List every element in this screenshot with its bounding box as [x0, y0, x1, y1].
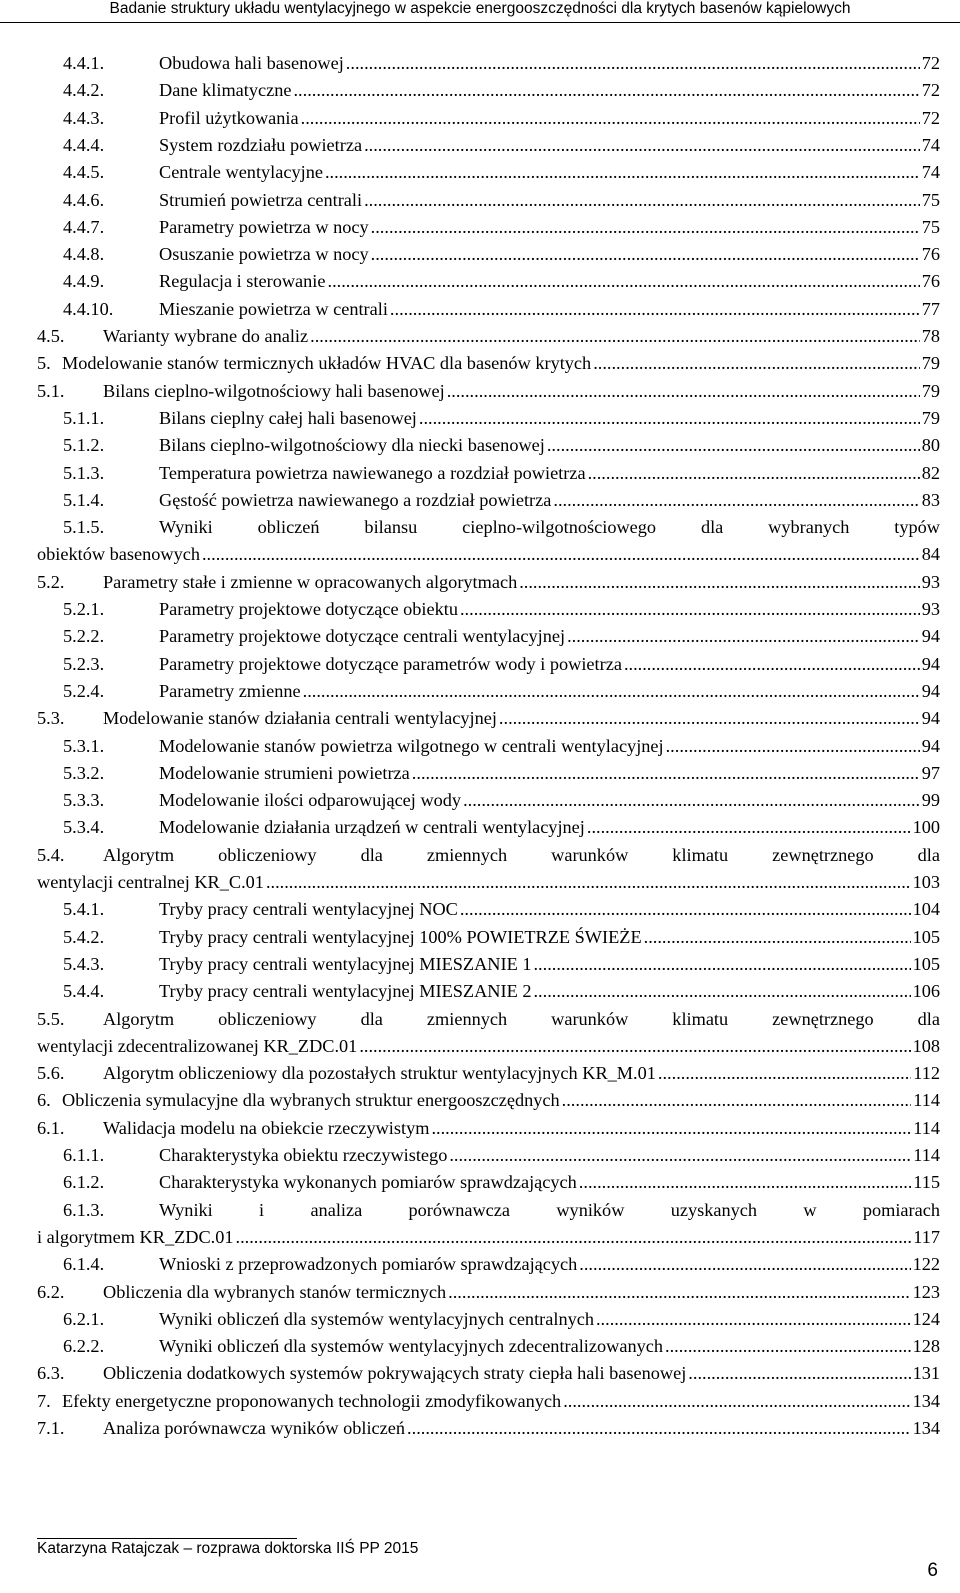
toc-page-number: 94	[921, 680, 940, 701]
toc-number: 6.2.1.	[63, 1308, 105, 1329]
toc-title: Obliczenia dodatkowych systemów pokrywających straty ciepła hali basenowej	[103, 1363, 687, 1384]
toc-entry[interactable]	[37, 1249, 940, 1276]
toc-entry[interactable]	[37, 1277, 940, 1304]
toc-title: Strumień powietrza centrali	[159, 189, 363, 210]
toc-number: 6.1.3.	[63, 1199, 105, 1220]
toc-page-number: 99	[921, 790, 940, 811]
toc-leader-dots	[448, 1277, 910, 1307]
toc-leader-dots	[412, 758, 920, 788]
toc-entry[interactable]	[37, 758, 940, 785]
toc-leader-dots	[419, 403, 920, 433]
toc-leader-dots	[519, 567, 920, 597]
toc-page-number: 93	[921, 599, 940, 619]
toc-entry[interactable]	[37, 294, 940, 321]
toc-title: Charakterystyka wykonanych pomiarów sprawdzających	[159, 1172, 577, 1193]
toc-leader-dots	[567, 621, 920, 651]
toc-entry[interactable]	[37, 212, 940, 239]
toc-page-number: 94	[921, 626, 940, 647]
toc-entry[interactable]	[37, 812, 940, 839]
toc-leader-dots	[202, 539, 920, 569]
toc-entry[interactable]	[37, 266, 940, 293]
toc-page-number: 94	[921, 653, 940, 674]
toc-number: 5.1.1.	[63, 407, 105, 428]
toc-entry[interactable]	[37, 1304, 940, 1331]
toc-title: Wyniki obliczeń dla systemów wentylacyjnych zdecentralizowanych	[159, 1336, 663, 1357]
toc-entry[interactable]	[37, 130, 940, 157]
toc-title: Wyniki obliczeń dla systemów wentylacyjnych centralnych	[159, 1308, 594, 1329]
toc-entry[interactable]	[37, 48, 940, 75]
toc-title: Parametry projektowe dotyczące obiektu	[159, 599, 458, 619]
toc-number: 5.3.1.	[63, 735, 105, 756]
toc-entry[interactable]	[37, 348, 940, 375]
toc-entry[interactable]	[37, 840, 940, 895]
toc-leader-dots	[460, 894, 911, 924]
toc-page-number: 114	[913, 1145, 940, 1165]
toc-leader-dots	[301, 103, 920, 133]
toc-page-number: 123	[912, 1281, 940, 1302]
footer-rule	[37, 1538, 297, 1539]
toc-title: Osuszanie powietrza w nocy	[159, 244, 369, 265]
toc-page-number: 134	[912, 1418, 940, 1438]
toc-page-number: 100	[912, 817, 940, 838]
toc-title: Centrale wentylacyjne	[159, 162, 323, 183]
toc-page-number: 77	[921, 298, 940, 319]
toc-entry[interactable]	[37, 1413, 940, 1440]
toc-entry[interactable]	[37, 949, 940, 976]
toc-leader-dots	[547, 430, 920, 460]
toc-number: 5.3.4.	[63, 817, 105, 838]
toc-leader-dots	[460, 594, 920, 624]
toc-title: Obliczenia symulacyjne dla wybranych struktur energooszczędnych	[62, 1090, 560, 1111]
toc-page-number: 82	[921, 462, 940, 483]
toc-number: 5.4.3.	[63, 953, 105, 974]
toc-leader-dots	[596, 1304, 911, 1334]
toc-number: 4.4.3.	[63, 107, 105, 128]
toc-leader-dots	[666, 731, 920, 761]
toc-title: Algorytm obliczeniowy dla pozostałych struktur wentylacyjnych KR_M.01	[103, 1063, 656, 1084]
toc-leader-dots	[579, 1167, 911, 1197]
toc-title: System rozdziału powietrza	[159, 134, 363, 155]
toc-page-number: 72	[921, 53, 940, 73]
toc-leader-dots	[665, 1331, 911, 1361]
toc-page-number: 84	[921, 544, 940, 565]
toc-entry[interactable]	[37, 621, 940, 648]
toc-page-number: 97	[921, 762, 940, 783]
toc-page-number: 79	[921, 407, 940, 428]
toc-title: Profil użytkowania	[159, 107, 299, 128]
toc-title-continued: wentylacji centralnej KR_C.01	[37, 871, 264, 892]
toc-title: Tryby pracy centrali wentylacyjnej 100% POWIETRZE ŚWIEŻE	[159, 926, 642, 947]
toc-number: 5.4.	[37, 844, 65, 865]
toc-number: 6.1.1.	[63, 1145, 105, 1165]
toc-title: Algorytm obliczeniowy dla zmiennych warunków klimatu zewnętrznego dla	[103, 1008, 940, 1029]
toc-entry[interactable]	[37, 922, 940, 949]
toc-number: 5.4.2.	[63, 926, 105, 947]
toc-entry[interactable]	[37, 185, 940, 212]
toc-number: 5.4.1.	[63, 899, 105, 920]
toc-number: 5.2.1.	[63, 599, 105, 619]
toc-title: Analiza porównawcza wyników obliczeń	[103, 1418, 406, 1438]
toc-leader-dots	[593, 348, 920, 378]
toc-number: 5.3.	[37, 708, 65, 729]
toc-title: Modelowanie ilości odparowującej wody	[159, 790, 462, 811]
toc-number: 6.2.	[37, 1281, 65, 1302]
toc-leader-dots	[325, 157, 920, 187]
toc-page-number: 106	[912, 981, 940, 1002]
toc-number: 4.4.4.	[63, 134, 105, 155]
toc-leader-dots	[328, 266, 920, 296]
toc-title: Parametry projektowe dotyczące centrali wentylacyjnej	[159, 626, 566, 647]
toc-page-number: 105	[912, 953, 940, 974]
toc-page-number: 104	[912, 899, 940, 920]
toc-leader-dots	[688, 1358, 910, 1388]
toc-leader-dots	[236, 1222, 912, 1252]
toc-page-number: 114	[913, 1090, 940, 1111]
toc-page-number: 114	[913, 1117, 940, 1138]
toc-title: Modelowanie działania urządzeń w centrali wentylacyjnej	[159, 817, 585, 838]
toc-page-number: 93	[921, 571, 940, 592]
toc-entry[interactable]	[37, 239, 940, 266]
toc-leader-dots	[563, 1386, 910, 1416]
toc-leader-dots	[624, 649, 920, 679]
toc-title-continued: wentylacji zdecentralizowanej KR_ZDC.01	[37, 1035, 358, 1056]
toc-number: 6.	[37, 1090, 51, 1111]
toc-page-number: 94	[921, 708, 940, 729]
toc-page-number: 94	[921, 735, 940, 756]
toc-entry[interactable]	[37, 1004, 940, 1059]
toc-number: 4.4.9.	[63, 271, 105, 292]
toc-title: Wnioski z przeprowadzonych pomiarów sprawdzających	[159, 1254, 578, 1275]
toc-number: 6.3.	[37, 1363, 65, 1384]
toc-page-number: 105	[912, 926, 940, 947]
toc-page-number: 72	[921, 107, 940, 128]
toc-leader-dots	[346, 48, 920, 78]
toc-title-continued: i algorytmem KR_ZDC.01	[37, 1226, 234, 1247]
page-number: 6	[927, 1560, 938, 1581]
toc-title: Modelowanie strumieni powietrza	[159, 762, 410, 783]
toc-entry[interactable]	[37, 594, 940, 621]
toc-leader-dots	[407, 1413, 911, 1443]
toc-entry[interactable]	[37, 1058, 940, 1085]
toc-number: 7.	[37, 1390, 51, 1411]
toc-number: 6.1.2.	[63, 1172, 105, 1193]
toc-leader-dots	[447, 376, 920, 406]
toc-page-number: 117	[913, 1226, 940, 1247]
toc-leader-dots	[553, 485, 919, 515]
toc-number: 5.2.3.	[63, 653, 105, 674]
toc-entry[interactable]	[37, 430, 940, 457]
toc-entry[interactable]	[37, 1358, 940, 1385]
toc-leader-dots	[463, 785, 920, 815]
toc-entry[interactable]	[37, 512, 940, 567]
toc-number: 5.1.5.	[63, 517, 105, 538]
toc-leader-dots	[499, 703, 920, 733]
toc-number: 5.2.2.	[63, 626, 105, 647]
toc-leader-dots	[371, 239, 920, 269]
toc-page-number: 75	[921, 189, 940, 210]
toc-entry[interactable]	[37, 1140, 940, 1167]
toc-page-number: 122	[912, 1254, 940, 1275]
toc-leader-dots	[303, 676, 920, 706]
toc-leader-dots	[449, 1140, 911, 1170]
toc-leader-dots	[562, 1085, 912, 1115]
toc-title: Bilans cieplno-wilgotnościowy dla niecki basenowej	[159, 435, 545, 456]
toc-number: 4.4.5.	[63, 162, 105, 183]
toc-title: Tryby pracy centrali wentylacyjnej MIESZANIE 2	[159, 981, 532, 1002]
toc-title: Regulacja i sterowanie	[159, 271, 326, 292]
toc-page-number: 128	[912, 1336, 940, 1357]
toc-title: Gęstość powietrza nawiewanego a rozdział powietrza	[159, 489, 552, 510]
toc-entry[interactable]	[37, 1386, 940, 1413]
toc-page-number: 79	[921, 380, 940, 401]
toc-page-number: 74	[921, 162, 940, 183]
toc-title: Warianty wybrane do analiz	[103, 326, 309, 346]
toc-entry[interactable]	[37, 676, 940, 703]
toc-title: Obliczenia dla wybranych stanów termicznych	[103, 1281, 447, 1302]
toc-entry[interactable]	[37, 321, 940, 348]
toc-number: 5.1.3.	[63, 462, 105, 483]
toc-number: 5.4.4.	[63, 981, 105, 1002]
toc-number: 6.1.	[37, 1117, 65, 1138]
toc-page-number: 78	[921, 326, 940, 346]
toc-title: Charakterystyka obiektu rzeczywistego	[159, 1145, 448, 1165]
toc-number: 5.1.2.	[63, 435, 105, 456]
toc-entry[interactable]	[37, 1195, 940, 1250]
toc-number: 4.4.7.	[63, 216, 105, 237]
toc-leader-dots	[364, 185, 920, 215]
toc-entry[interactable]	[37, 976, 940, 1003]
toc-page-number: 134	[912, 1390, 940, 1411]
toc-leader-dots	[359, 1031, 910, 1061]
toc-entry[interactable]	[37, 649, 940, 676]
toc-page-number: 76	[921, 244, 940, 265]
toc-entry[interactable]	[37, 75, 940, 102]
toc-page-number: 131	[912, 1363, 940, 1384]
toc-number: 5.5.	[37, 1008, 65, 1029]
toc-entry[interactable]	[37, 703, 940, 730]
toc-title: Dane klimatyczne	[159, 80, 292, 101]
toc-page-number: 74	[921, 134, 940, 155]
toc-entry[interactable]	[37, 376, 940, 403]
toc-title: Parametry projektowe dotyczące parametrów wody i powietrza	[159, 653, 622, 674]
toc-entry[interactable]	[37, 731, 940, 758]
toc-number: 4.5.	[37, 326, 65, 346]
toc-page-number: 103	[912, 871, 940, 892]
toc-number: 6.2.2.	[63, 1336, 105, 1357]
toc-number: 4.4.8.	[63, 244, 105, 265]
toc-page-number: 76	[921, 271, 940, 292]
toc-leader-dots	[587, 812, 911, 842]
toc-title: Temperatura powietrza nawiewanego a rozdział powietrza	[159, 462, 586, 483]
toc-title: Algorytm obliczeniowy dla zmiennych warunków klimatu zewnętrznego dla	[103, 844, 940, 865]
toc-leader-dots	[310, 321, 920, 351]
toc-title: Bilans cieplno-wilgotnościowy hali basenowej	[103, 380, 445, 401]
toc-title: Obudowa hali basenowej	[159, 53, 344, 73]
toc-title: Efekty energetyczne proponowanych technologii zmodyfikowanych	[62, 1390, 562, 1411]
toc-title: Tryby pracy centrali wentylacyjnej NOC	[159, 899, 458, 920]
toc-page-number: 83	[921, 489, 940, 510]
footer-author: Katarzyna Ratajczak – rozprawa doktorska IIŚ PP 2015	[37, 1540, 419, 1557]
running-header	[0, 0, 960, 36]
toc-entry[interactable]	[37, 1167, 940, 1194]
toc-title-continued: obiektów basenowych	[37, 544, 200, 565]
toc-number: 5.2.4.	[63, 680, 105, 701]
toc-title: Bilans cieplny całej hali basenowej	[159, 407, 417, 428]
toc-number: 4.4.1.	[63, 53, 105, 73]
toc-entry[interactable]	[37, 485, 940, 512]
toc-leader-dots	[579, 1249, 910, 1279]
toc-title: Modelowanie stanów działania centrali wentylacyjnej	[103, 708, 497, 729]
header-title: Badanie struktury układu wentylacyjnego w aspekcie energooszczędności dla krytych basenów kąpielowych	[109, 0, 851, 17]
toc-page-number: 79	[921, 353, 940, 374]
toc-number: 5.6.	[37, 1063, 65, 1084]
toc-number: 7.1.	[37, 1418, 65, 1438]
toc-title: Wyniki i analiza porównawcza wyników uzyskanych w pomiarach	[159, 1199, 940, 1220]
toc-entry[interactable]	[37, 567, 940, 594]
toc-leader-dots	[533, 976, 910, 1006]
toc-number: 4.4.2.	[63, 80, 105, 101]
toc-leader-dots	[431, 1113, 911, 1143]
toc-number: 4.4.10.	[63, 298, 114, 319]
toc-leader-dots	[658, 1058, 911, 1088]
toc-leader-dots	[644, 922, 911, 952]
toc-entry[interactable]	[37, 785, 940, 812]
toc-title: Mieszanie powietrza w centrali	[159, 298, 388, 319]
toc-page-number: 75	[921, 216, 940, 237]
toc-title: Parametry zmienne	[159, 680, 301, 701]
toc-number: 5.1.4.	[63, 489, 105, 510]
toc-leader-dots	[588, 458, 920, 488]
toc-leader-dots	[293, 75, 919, 105]
toc-entry[interactable]	[37, 894, 940, 921]
toc-title: Modelowanie stanów powietrza wilgotnego w centrali wentylacyjnej	[159, 735, 664, 756]
toc-number: 6.1.4.	[63, 1254, 105, 1275]
toc-number: 5.3.3.	[63, 790, 105, 811]
toc-page-number: 108	[912, 1035, 940, 1056]
toc-entry[interactable]	[37, 1085, 940, 1112]
toc-title: Walidacja modelu na obiekcie rzeczywistym	[103, 1117, 430, 1138]
toc-page-number: 72	[921, 80, 940, 101]
toc-title: Modelowanie stanów termicznych układów HVAC dla basenów krytych	[62, 353, 592, 374]
toc-title: Parametry stałe i zmienne w opracowanych algorytmach	[103, 571, 518, 592]
toc-leader-dots	[390, 294, 920, 324]
toc-leader-dots	[371, 212, 920, 242]
toc-page-number: 112	[913, 1063, 940, 1084]
toc-title: Wyniki obliczeń bilansu cieplno-wilgotnościowego dla wybranych typów	[159, 517, 940, 538]
toc-page-number: 124	[912, 1308, 940, 1329]
header-rule	[0, 22, 960, 23]
toc-title: Parametry powietrza w nocy	[159, 216, 369, 237]
toc-entry[interactable]	[37, 458, 940, 485]
toc-entry[interactable]	[37, 157, 940, 184]
toc-leader-dots	[266, 867, 911, 897]
toc-entry[interactable]	[37, 103, 940, 130]
toc-leader-dots	[533, 949, 910, 979]
toc-entry[interactable]	[37, 1113, 940, 1140]
toc-leader-dots	[364, 130, 920, 160]
toc-page-number: 115	[913, 1172, 940, 1193]
toc-number: 5.2.	[37, 571, 65, 592]
toc-entry[interactable]	[37, 403, 940, 430]
toc-entry[interactable]	[37, 1331, 940, 1358]
toc-number: 5.3.2.	[63, 762, 105, 783]
toc-page-number: 80	[921, 435, 940, 456]
toc-number: 5.1.	[37, 380, 65, 401]
toc-title: Tryby pracy centrali wentylacyjnej MIESZANIE 1	[159, 953, 532, 974]
toc-number: 5.	[37, 353, 51, 374]
toc-number: 4.4.6.	[63, 189, 105, 210]
